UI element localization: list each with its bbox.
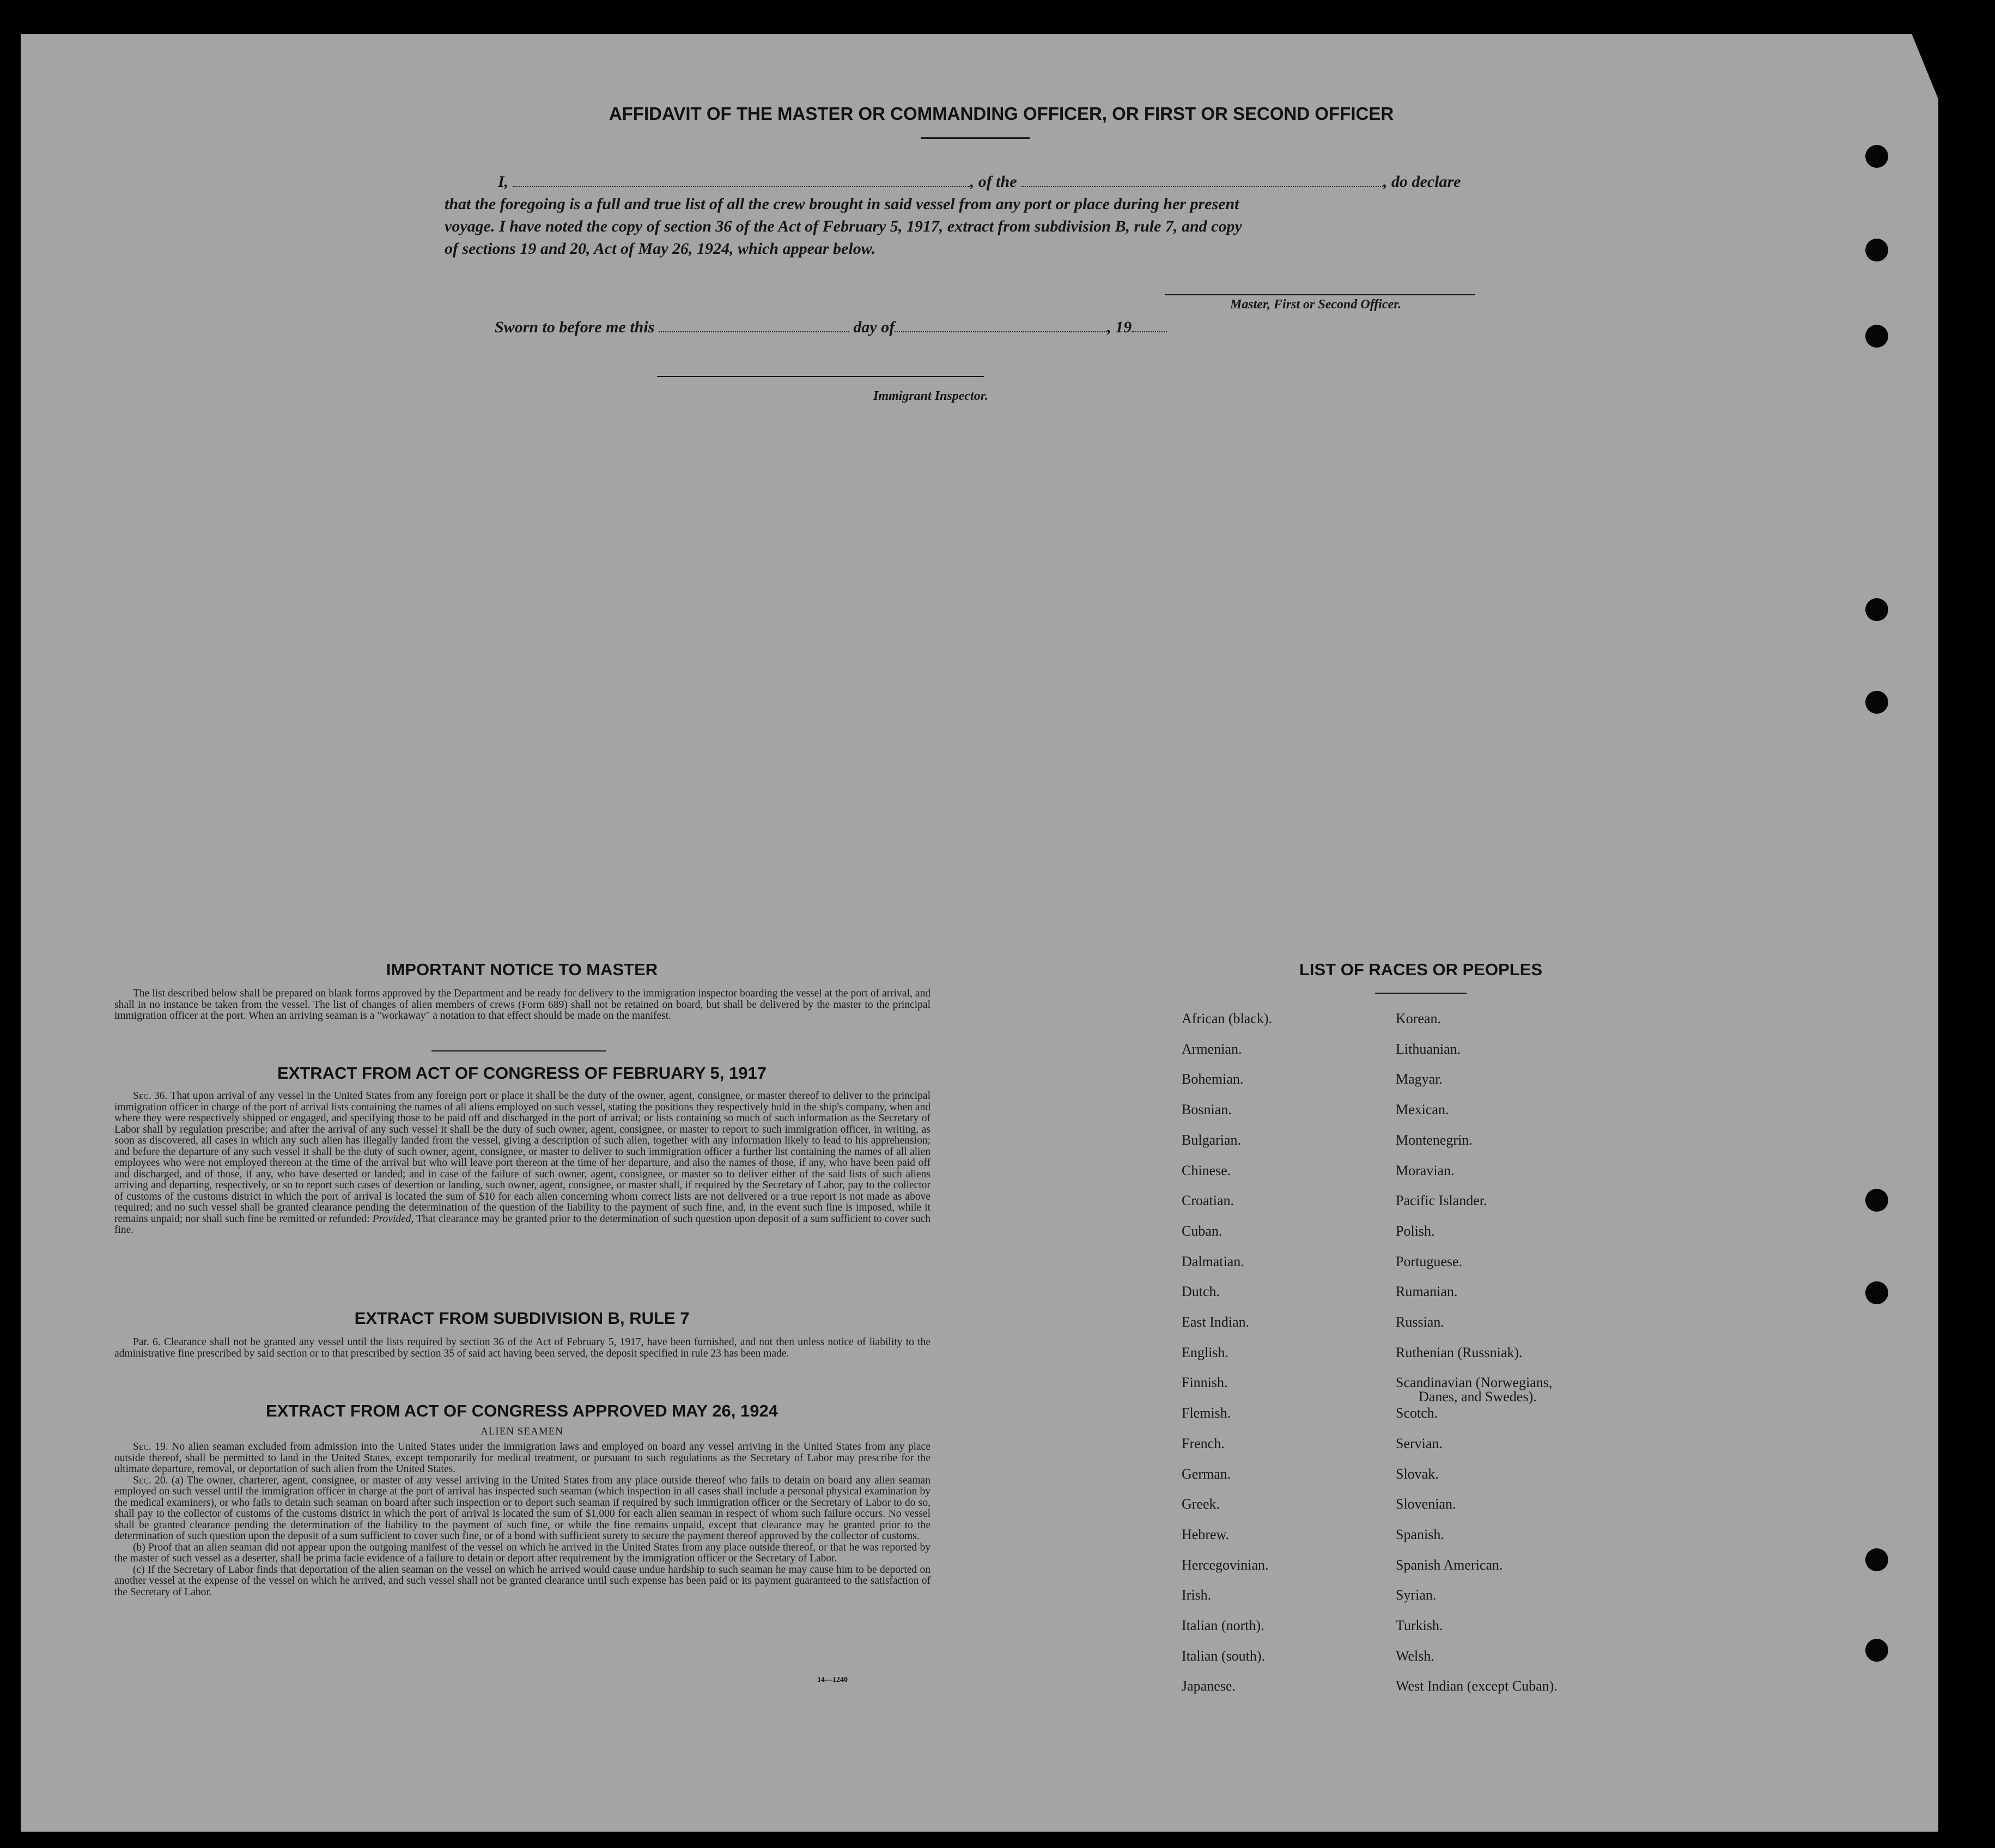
- inspector-label: Immigrant Inspector.: [873, 389, 988, 403]
- binder-hole: [1865, 1281, 1888, 1304]
- race-left-item: Croatian.: [1182, 1193, 1234, 1209]
- binder-hole: [1865, 691, 1888, 714]
- binder-hole: [1865, 1548, 1888, 1571]
- extract-1917-title: EXTRACT FROM ACT OF CONGRESS OF FEBRUARY 5, 1917: [277, 1063, 767, 1083]
- declaration-of-the: , of the: [970, 173, 1017, 191]
- binder-hole: [1865, 598, 1888, 621]
- document-sheet: [21, 34, 1938, 1832]
- race-left-item: Italian (north).: [1182, 1618, 1264, 1633]
- race-left-item: East Indian.: [1182, 1314, 1250, 1330]
- race-right-item: Slovak.: [1396, 1466, 1439, 1482]
- race-left-item: African (black).: [1182, 1011, 1273, 1026]
- declaration-do-declare: , do declare: [1383, 173, 1461, 191]
- races-left-column: [1182, 1011, 1400, 1741]
- page-corner: [1900, 34, 1938, 99]
- declaration-i: I,: [498, 173, 509, 191]
- race-right-item: Montenegrin.: [1396, 1132, 1473, 1148]
- race-right-item: Ruthenian (Russniak).: [1396, 1344, 1523, 1360]
- name-field[interactable]: [513, 174, 970, 187]
- notice-text: [114, 988, 930, 1022]
- form-number: 14—1240: [817, 1676, 848, 1684]
- race-left-item: Japanese.: [1182, 1678, 1236, 1694]
- extract-1924-text: [114, 1442, 930, 1598]
- race-right-item: Polish.: [1396, 1223, 1435, 1239]
- races-divider: [1375, 993, 1467, 994]
- declaration-line-1: [498, 173, 1461, 191]
- race-left-item: Armenian.: [1182, 1041, 1242, 1057]
- affidavit-title: AFFIDAVIT OF THE MASTER OR COMMANDING OFFICER, OR FIRST OR SECOND OFFICER: [609, 104, 1394, 124]
- race-left-item: Dalmatian.: [1182, 1253, 1244, 1269]
- race-left-item: Hercegovinian.: [1182, 1557, 1269, 1573]
- race-right-item: Spanish.: [1396, 1526, 1444, 1542]
- day-field[interactable]: [659, 319, 849, 332]
- binder-hole: [1865, 239, 1888, 262]
- sec-19-text: No alien seaman excluded from admission into the United States under the immigration laws and employed on board any vessel arriving in the United States from any place outside thereof, shall be permitted to land in the United States, except temporarily for medical treatment, or pursuant to such regulations as the Secretary of Labor may prescribe for the ultimate departure, removal, or deportation of such alien from the United States.: [114, 1441, 930, 1475]
- race-left-item: Bohemian.: [1182, 1071, 1244, 1087]
- race-left-item: Chinese.: [1182, 1162, 1231, 1178]
- binder-hole: [1865, 325, 1888, 348]
- sec-20a-text: (a) The owner, charterer, agent, consignee, or master of any vessel arriving in the United States from any place outside thereof who fails to detain on board any alien seaman employed on such vessel until the immigration officer in charge at the port of arrival has inspected such seaman (which inspection in all cases shall include a personal physical examination by the medical examiners), or who fails to detain such seaman on board after such inspection or to deport such seaman if required by such immigration officer or the Secretary of Labor to do so, shall pay to the collector of customs of the customs district in which the port of arrival is located the sum of $1,000 for each alien seaman in respect of whom such failure occurs. No vessel shall be granted clearance pending the determination of the liability to the payment of such fine, or while the fine remains unpaid, except that clearance may be granted prior to the determination of such question upon the deposit of a sum sufficient to cover such fine, or of a bond with sufficient surety to secure the payment thereof approved by the collector of customs.: [114, 1474, 930, 1542]
- sec-20c-text: (c) If the Secretary of Labor finds that deportation of the alien seaman on the vessel on which he arrived would cause undue hardship to such seaman he may cause him to be deported on another vessel at the expense of the vessel on which he arrived, and such vessel shall not be granted clearance until such expense has been paid or its payment guaranteed to the satisfaction of the Secretary of Labor.: [114, 1564, 930, 1598]
- extract-rule7-text: [114, 1337, 930, 1359]
- provided-label: Provided,: [372, 1213, 414, 1225]
- race-left-item: Italian (south).: [1182, 1648, 1266, 1664]
- race-right-item: Servian.: [1396, 1435, 1443, 1451]
- race-right-item: Magyar.: [1396, 1071, 1443, 1087]
- sworn-line: [495, 318, 1167, 337]
- race-left-item: Flemish.: [1182, 1405, 1231, 1421]
- sec-19-label: Sec. 19.: [133, 1441, 168, 1452]
- race-right-item: Rumanian.: [1396, 1284, 1458, 1300]
- race-left-item: Bulgarian.: [1182, 1132, 1242, 1148]
- race-right-item: Korean.: [1396, 1011, 1441, 1026]
- race-left-item: Dutch.: [1182, 1284, 1220, 1300]
- extract-1924-title: EXTRACT FROM ACT OF CONGRESS APPROVED MAY 26, 1924: [266, 1401, 778, 1420]
- race-right-item: Portuguese.: [1396, 1253, 1463, 1269]
- sec-36-label: Sec. 36.: [133, 1090, 168, 1102]
- notice-title: IMPORTANT NOTICE TO MASTER: [386, 960, 658, 979]
- sec-36-text-end: That clearance may be granted prior to the determination of such question upon deposit of a sum sufficient to cover such fine.: [114, 1213, 930, 1236]
- race-right-item: Mexican.: [1396, 1102, 1449, 1118]
- sec-20-label: Sec. 20.: [133, 1474, 168, 1486]
- sec-20b-text: (b) Proof that an alien seaman did not appear upon the outgoing manifest of the vessel on which he arrived in the United States from any place outside thereof, or that he was reported by the master of such vessel as a deserter, shall be prima facie evidence of a failure to detain or deport after requirement by the immigration officer or the Secretary of Labor.: [114, 1541, 930, 1564]
- declaration-line-3: voyage. I have noted the copy of section 36 of the Act of February 5, 1917, extract from subdivision B, rule 7, and copy: [445, 217, 1242, 235]
- race-right-item: Turkish.: [1396, 1618, 1443, 1633]
- race-left-item: French.: [1182, 1435, 1225, 1451]
- title-divider: [921, 137, 1030, 139]
- extract-rule7-title: EXTRACT FROM SUBDIVISION B, RULE 7: [354, 1309, 690, 1328]
- inspector-signature-line[interactable]: [657, 376, 984, 377]
- notice-paragraph: The list described below shall be prepared on blank forms approved by the Department and be ready for delivery to the immigration inspector boarding the vessel at the port of arrival, and shall in no instance be taken from the vessel. The list of changes of alien members of crews (Form 689) shall not be retained on board, but shall be delivered by the master to the principal immigration officer at the port. When an arriving seaman is a "workaway" a notation to that effect should be made on the manifest.: [114, 988, 930, 1022]
- race-left-item: English.: [1182, 1344, 1228, 1360]
- race-right-item: Syrian.: [1396, 1587, 1437, 1603]
- race-right-item: Pacific Islander.: [1396, 1193, 1487, 1209]
- alien-seamen-subtitle: ALIEN SEAMEN: [480, 1426, 563, 1437]
- binder-hole: [1865, 1189, 1888, 1212]
- section-divider: [431, 1050, 606, 1051]
- race-right-continuation: Danes, and Swedes).: [1419, 1389, 1537, 1405]
- races-title: LIST OF RACES OR PEOPLES: [1299, 960, 1543, 979]
- sec-36-text: That upon arrival of any vessel in the United States from any foreign port or place it shall be the duty of the owner, agent, consignee, or master thereof to deliver to the principal immigration officer in charge of the port of arrival lists containing the names of all aliens employed on such vessel, stating the positions they respectively hold in the ship's company, when and where they were respectively shipped or engaged, and specifying those to be paid off and discharged in the port of arrival; or lists containing so much of such information as the Secretary of Labor shall by regulation prescribe; and after the arrival of any such vessel it shall be the duty of such owner, agent, consignee, or master to report to such immigration officer, in writing, as soon as discovered, all cases in which any such alien has illegally landed from the vessel, giving a description of such alien, together with any information likely to lead to his apprehension; and before the departure of any such vessel it shall be the duty of such owner, agent, consignee, or master to deliver to such immigration officer a further list containing the names of all alien employees who were not employed thereon at the time of the arrival but who will leave port thereon at the time of her departure, and also the names of those, if any, who have been paid off and discharged, and of those, if any, who have deserted or landed; and in case of the failure of such owner, agent, consignee, or master so to deliver either of the said lists of such aliens arriving and departing, respectively, or so to report such cases of desertion or landing, such owner, agent, consignee, or master shall, if required by the Secretary of Labor, pay to the collector of customs of the customs district in which the port of arrival is located the sum of $10 for each alien concerning whom correct lists are not delivered or a true report is not made as above required; and no such vessel shall be granted clearance pending the determination of the question of the liability to the payment of such fine, and, in the event such fine is imposed, while it remains unpaid; nor shall such fine be remitted or refunded:: [114, 1090, 930, 1225]
- race-left-item: German.: [1182, 1466, 1231, 1482]
- race-right-item: Scandinavian (Norwegians,: [1396, 1375, 1553, 1391]
- race-right-item: Slovenian.: [1396, 1496, 1456, 1512]
- declaration-line-2: that the foregoing is a full and true list of all the crew brought in said vessel from any port or place during her present: [445, 195, 1239, 213]
- binder-hole: [1865, 145, 1888, 168]
- races-right-column: [1396, 1011, 1701, 1741]
- race-right-item: Welsh.: [1396, 1648, 1434, 1664]
- race-left-item: Bosnian.: [1182, 1102, 1232, 1118]
- race-left-item: Cuban.: [1182, 1223, 1222, 1239]
- rule7-paragraph: Par. 6. Clearance shall not be granted any vessel until the lists required by section 36 of the Act of February 5, 1917, have been furnished, and not then unless notice of liability to the administrative fine prescribed by said section or to that prescribed by section 35 of said act having been served, the deposit specified in rule 23 has been made.: [114, 1336, 930, 1359]
- race-right-item: Lithuanian.: [1396, 1041, 1461, 1057]
- race-right-item: Moravian.: [1396, 1162, 1455, 1178]
- month-field[interactable]: [895, 319, 1107, 332]
- race-left-item: Hebrew.: [1182, 1526, 1230, 1542]
- year-label: , 19: [1107, 318, 1132, 336]
- signature-line[interactable]: [1165, 294, 1475, 295]
- year-field[interactable]: [1132, 319, 1167, 332]
- race-right-item: West Indian (except Cuban).: [1396, 1678, 1558, 1694]
- race-left-item: Greek.: [1182, 1496, 1220, 1512]
- signature-label: Master, First or Second Officer.: [1230, 297, 1402, 312]
- race-right-item: Russian.: [1396, 1314, 1444, 1330]
- sworn-label: Sworn to before me this: [495, 318, 655, 336]
- vessel-field[interactable]: [1021, 174, 1383, 187]
- race-left-item: Irish.: [1182, 1587, 1212, 1603]
- day-of-label: day of: [853, 318, 895, 336]
- extract-1917-text: [114, 1091, 930, 1236]
- race-right-item: Spanish American.: [1396, 1557, 1503, 1573]
- race-left-item: Finnish.: [1182, 1375, 1228, 1391]
- declaration-line-4: of sections 19 and 20, Act of May 26, 1924, which appear below.: [445, 240, 876, 258]
- binder-hole: [1865, 1639, 1888, 1662]
- race-right-item: Scotch.: [1396, 1405, 1438, 1421]
